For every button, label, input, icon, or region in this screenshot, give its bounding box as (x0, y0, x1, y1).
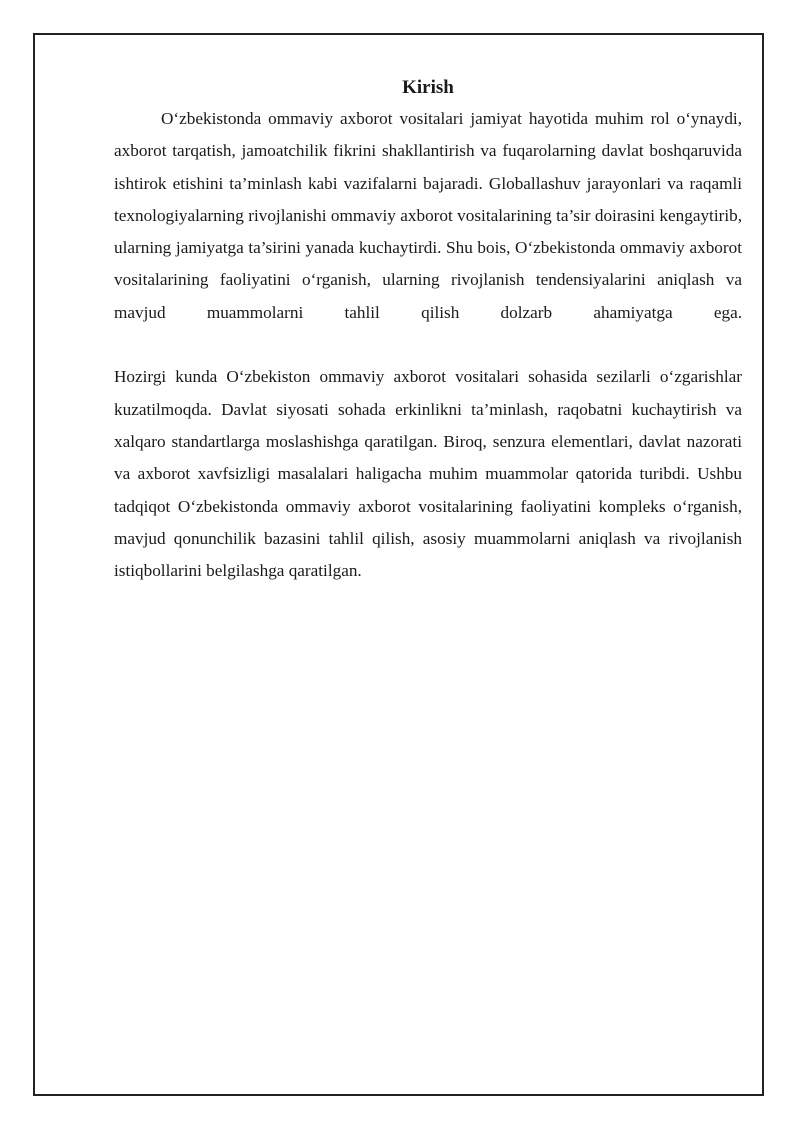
paragraph-intro: O‘zbekistonda ommaviy axborot vositalari jamiyat hayotida muhim rol o‘ynaydi, axborot tarqatish, jamoatchilik fikrini shakllantirish va fuqarolarning davlat boshqaruvida ishtirok etishini ta’minlash kabi vazifalarni bajaradi. Globallashuv jarayonlari va raqamli texnologiyalarning rivojlanishi ommaviy axborot vositalarining ta’sir doirasini kengaytirib, ularning jamiyatga ta’sirini yanada kuchaytirdi. Shu bois, O‘zbekistonda ommaviy axborot vositalarining faoliyatini o‘rganish, ularning rivojlanish tendensiyalarini aniqlash va mavjud muammolarni tahlil qilish dolzarb ahamiyatga ega. (114, 109, 742, 322)
section-title: Kirish (402, 77, 454, 98)
paragraph-current-state: Hozirgi kunda O‘zbekiston ommaviy axborot vositalari sohasida sezilarli o‘zgarishlar kuzatilmoqda. Davlat siyosati sohada erkinlikni ta’minlash, raqobatni kuchaytirish va xalqaro standartlarga moslashishga qaratilgan. Biroq, senzura elementlari, davlat nazorati va axborot xavfsizligi masalalari haligacha muhim muammolar qatorida turibdi. Ushbu tadqiqot O‘zbekistonda ommaviy axborot vositalarining faoliyatini kompleks o‘rganish, mavjud qonunchilik bazasini tahlil qilish, asosiy muammolarni aniqlash va rivojlanish istiqbollarini belgilashga qaratilgan. (114, 367, 742, 581)
paragraph-spacer (114, 329, 742, 361)
document-body (114, 74, 742, 587)
